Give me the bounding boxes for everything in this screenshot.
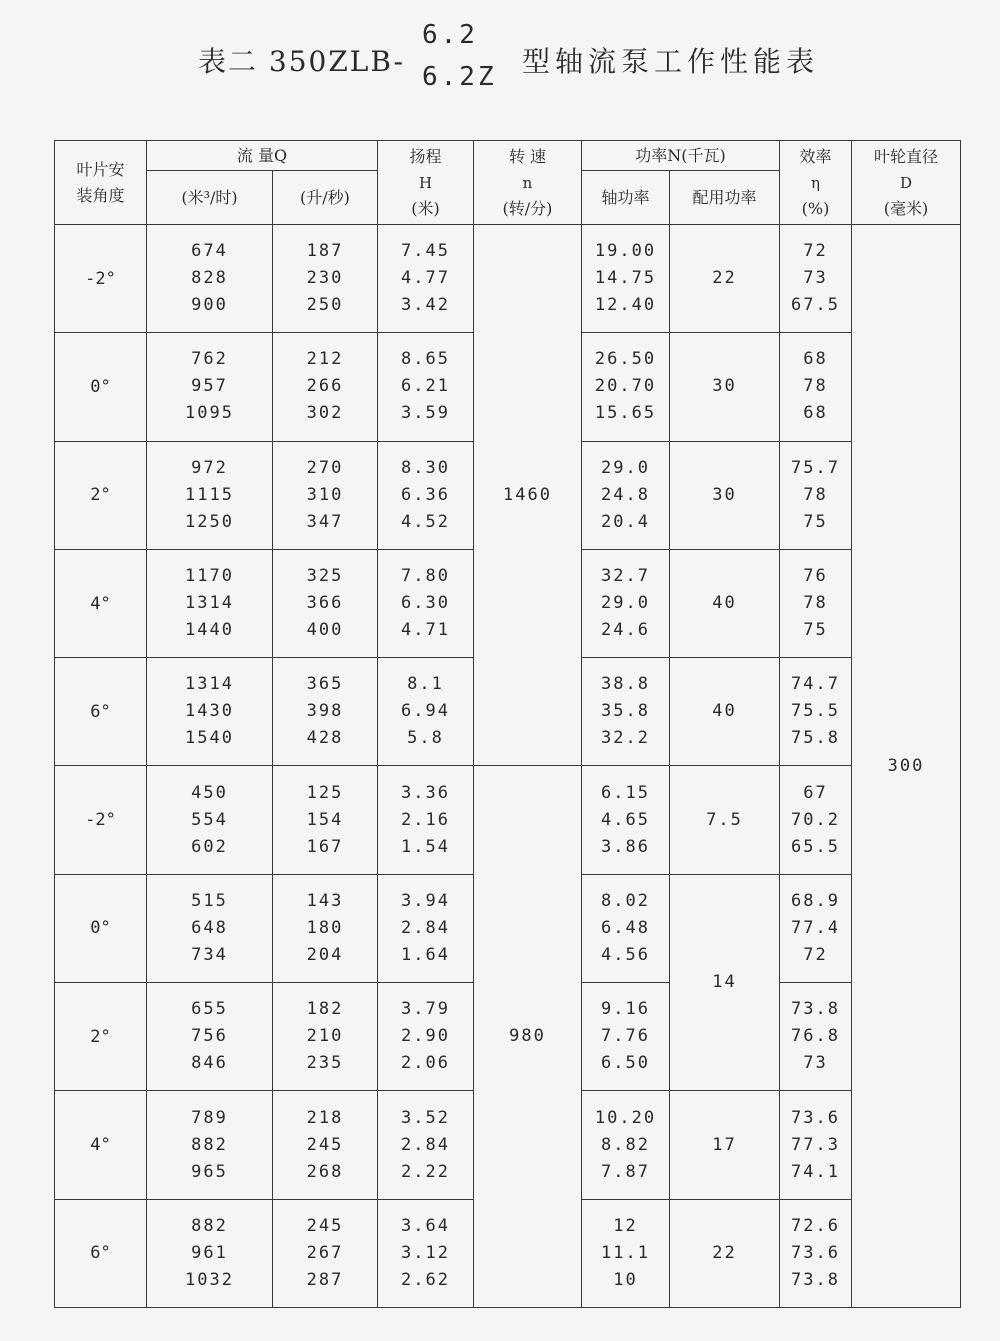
header-flow: 流 量Q bbox=[147, 141, 378, 171]
flow-m3-cell: 515 648 734 bbox=[147, 874, 273, 982]
flow-m3-cell: 1170 1314 1440 bbox=[147, 549, 273, 657]
head-cell: 8.30 6.36 4.52 bbox=[378, 441, 474, 549]
flow-m3-cell: 655 756 846 bbox=[147, 983, 273, 1091]
header-power: 功率N(千瓦) bbox=[582, 141, 780, 171]
head-cell: 8.1 6.94 5.8 bbox=[378, 658, 474, 766]
shaft-power-cell: 38.8 35.8 32.2 bbox=[582, 658, 670, 766]
efficiency-cell: 72 73 67.5 bbox=[780, 225, 852, 333]
performance-table bbox=[54, 140, 961, 1308]
header-impeller-diameter: 叶轮直径 D (毫米) bbox=[852, 141, 961, 225]
flow-m3-cell: 762 957 1095 bbox=[147, 333, 273, 441]
rated-power-cell: 22 bbox=[670, 1199, 780, 1307]
efficiency-cell: 67 70.2 65.5 bbox=[780, 766, 852, 874]
head-cell: 3.36 2.16 1.54 bbox=[378, 766, 474, 874]
header-rated-power: 配用功率 bbox=[670, 171, 780, 225]
shaft-power-cell: 10.20 8.82 7.87 bbox=[582, 1091, 670, 1199]
header-flow-ls: (升/秒) bbox=[273, 171, 378, 225]
efficiency-cell: 68 78 68 bbox=[780, 333, 852, 441]
flow-ls-cell: 187 230 250 bbox=[273, 225, 378, 333]
rated-power-cell: 14 bbox=[670, 874, 780, 1091]
rated-power-cell: 40 bbox=[670, 658, 780, 766]
blade-angle-cell: 0° bbox=[55, 874, 147, 982]
shaft-power-cell: 32.7 29.0 24.6 bbox=[582, 549, 670, 657]
efficiency-cell: 68.9 77.4 72 bbox=[780, 874, 852, 982]
rated-power-cell: 40 bbox=[670, 549, 780, 657]
header-efficiency: 效率 η (%) bbox=[780, 141, 852, 225]
efficiency-cell: 72.6 73.6 73.8 bbox=[780, 1199, 852, 1307]
efficiency-cell: 76 78 75 bbox=[780, 549, 852, 657]
blade-angle-cell: 2° bbox=[55, 441, 147, 549]
shaft-power-cell: 26.50 20.70 15.65 bbox=[582, 333, 670, 441]
blade-angle-cell: -2° bbox=[55, 766, 147, 874]
blade-angle-cell: -2° bbox=[55, 225, 147, 333]
shaft-power-cell: 29.0 24.8 20.4 bbox=[582, 441, 670, 549]
flow-ls-cell: 125 154 167 bbox=[273, 766, 378, 874]
header-blade-angle: 叶片安 装角度 bbox=[55, 141, 147, 225]
table-row bbox=[55, 225, 961, 333]
header-head: 扬程 H (米) bbox=[378, 141, 474, 225]
rated-power-cell: 7.5 bbox=[670, 766, 780, 874]
flow-ls-cell: 143 180 204 bbox=[273, 874, 378, 982]
table-title bbox=[0, 18, 1000, 98]
shaft-power-cell: 19.00 14.75 12.40 bbox=[582, 225, 670, 333]
title-suffix: 型轴流泵工作性能表 bbox=[522, 45, 820, 78]
efficiency-cell: 73.6 77.3 74.1 bbox=[780, 1091, 852, 1199]
blade-angle-cell: 2° bbox=[55, 983, 147, 1091]
head-cell: 3.52 2.84 2.22 bbox=[378, 1091, 474, 1199]
header-speed: 转 速 n (转/分) bbox=[474, 141, 582, 225]
title-prefix: 表二 350ZLB- bbox=[198, 45, 405, 78]
blade-angle-cell: 6° bbox=[55, 1199, 147, 1307]
blade-angle-cell: 6° bbox=[55, 658, 147, 766]
shaft-power-cell: 12 11.1 10 bbox=[582, 1199, 670, 1307]
rated-power-cell: 22 bbox=[670, 225, 780, 333]
flow-ls-cell: 218 245 268 bbox=[273, 1091, 378, 1199]
head-cell: 7.45 4.77 3.42 bbox=[378, 225, 474, 333]
flow-m3-cell: 674 828 900 bbox=[147, 225, 273, 333]
title-model-bottom: 6.2Z bbox=[422, 62, 497, 92]
shaft-power-cell: 8.02 6.48 4.56 bbox=[582, 874, 670, 982]
head-cell: 8.65 6.21 3.59 bbox=[378, 333, 474, 441]
flow-ls-cell: 270 310 347 bbox=[273, 441, 378, 549]
flow-m3-cell: 882 961 1032 bbox=[147, 1199, 273, 1307]
blade-angle-cell: 0° bbox=[55, 333, 147, 441]
efficiency-cell: 73.8 76.8 73 bbox=[780, 983, 852, 1091]
head-cell: 3.64 3.12 2.62 bbox=[378, 1199, 474, 1307]
flow-ls-cell: 212 266 302 bbox=[273, 333, 378, 441]
flow-ls-cell: 325 366 400 bbox=[273, 549, 378, 657]
blade-angle-cell: 4° bbox=[55, 1091, 147, 1199]
blade-angle-cell: 4° bbox=[55, 549, 147, 657]
speed-cell: 1460 bbox=[474, 225, 582, 766]
shaft-power-cell: 6.15 4.65 3.86 bbox=[582, 766, 670, 874]
flow-ls-cell: 245 267 287 bbox=[273, 1199, 378, 1307]
rated-power-cell: 30 bbox=[670, 333, 780, 441]
head-cell: 3.94 2.84 1.64 bbox=[378, 874, 474, 982]
efficiency-cell: 75.7 78 75 bbox=[780, 441, 852, 549]
efficiency-cell: 74.7 75.5 75.8 bbox=[780, 658, 852, 766]
flow-m3-cell: 972 1115 1250 bbox=[147, 441, 273, 549]
rated-power-cell: 30 bbox=[670, 441, 780, 549]
head-cell: 7.80 6.30 4.71 bbox=[378, 549, 474, 657]
flow-ls-cell: 365 398 428 bbox=[273, 658, 378, 766]
rated-power-cell: 17 bbox=[670, 1091, 780, 1199]
impeller-diameter-cell: 300 bbox=[852, 225, 961, 1308]
flow-ls-cell: 182 210 235 bbox=[273, 983, 378, 1091]
speed-cell: 980 bbox=[474, 766, 582, 1308]
title-model-top: 6.2 bbox=[422, 20, 478, 50]
flow-m3-cell: 789 882 965 bbox=[147, 1091, 273, 1199]
header-shaft-power: 轴功率 bbox=[582, 171, 670, 225]
shaft-power-cell: 9.16 7.76 6.50 bbox=[582, 983, 670, 1091]
head-cell: 3.79 2.90 2.06 bbox=[378, 983, 474, 1091]
header-flow-m3: (米³/时) bbox=[147, 171, 273, 225]
flow-m3-cell: 1314 1430 1540 bbox=[147, 658, 273, 766]
flow-m3-cell: 450 554 602 bbox=[147, 766, 273, 874]
table-row bbox=[55, 766, 961, 874]
